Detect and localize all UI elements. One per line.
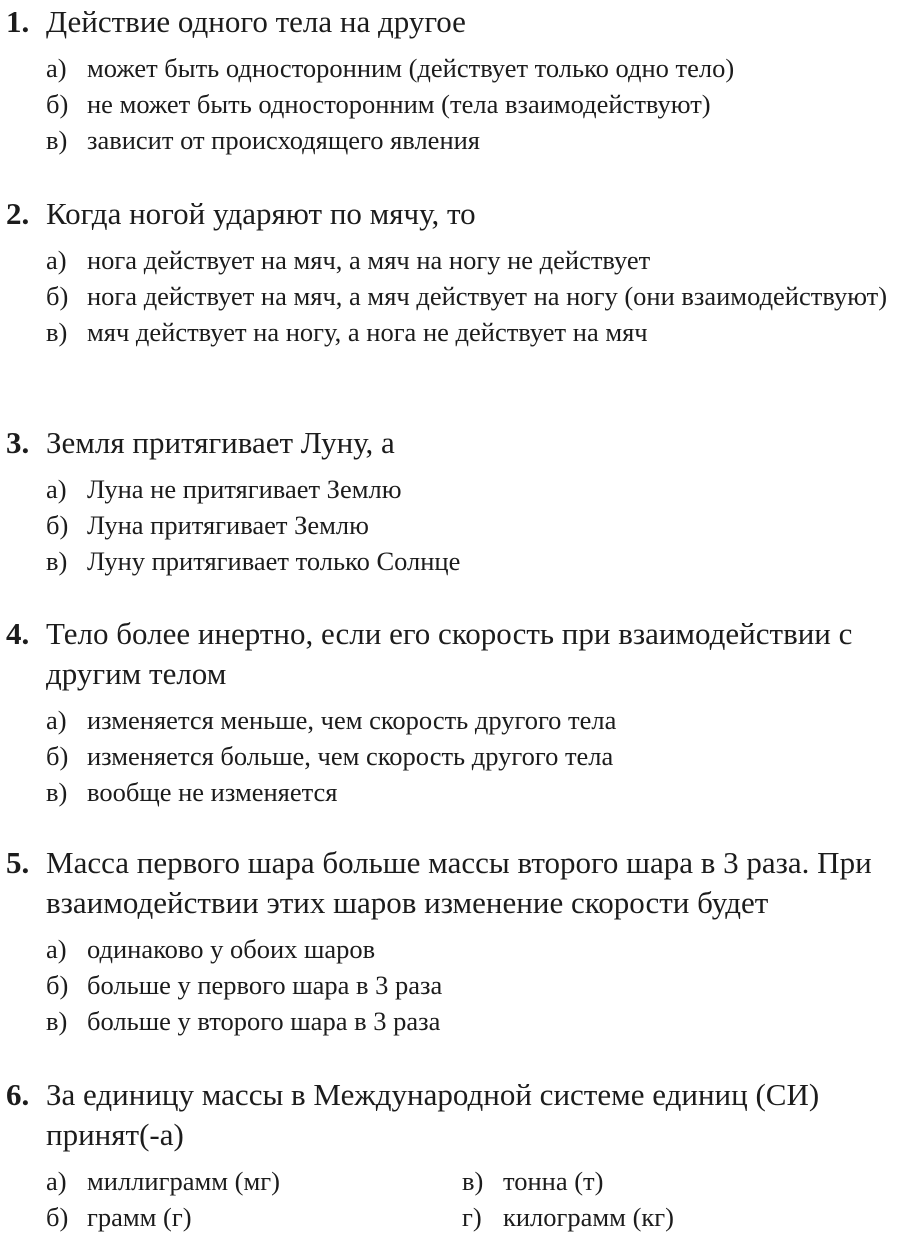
- option-a[interactable]: [46, 471, 905, 507]
- question-4: [0, 614, 905, 810]
- option-text: килограмм (кг): [503, 1202, 674, 1232]
- option-letter: б): [46, 970, 69, 1000]
- question-number: 5.: [6, 845, 30, 880]
- options-list: [0, 702, 905, 810]
- option-text: зависит от происходящего явления: [87, 125, 480, 155]
- question-5-heading: [0, 843, 905, 923]
- option-text: больше у первого шара в 3 раза: [87, 970, 443, 1000]
- option-text: вообще не изменяется: [87, 777, 338, 807]
- question-text: За единицу массы в Международной системе единиц (СИ) принят(-а): [46, 1077, 820, 1152]
- option-letter: в): [46, 1006, 68, 1036]
- option-a[interactable]: [46, 702, 905, 738]
- question-text: Масса первого шара больше массы второго шара в 3 раза. При взаимодействии этих шаров изменение скорости будет: [46, 845, 872, 920]
- option-b[interactable]: [46, 967, 905, 1003]
- option-c[interactable]: [46, 314, 905, 350]
- question-2-heading: [0, 194, 905, 234]
- option-g[interactable]: [462, 1199, 862, 1235]
- option-letter: б): [46, 89, 69, 119]
- option-text: не может быть односторонним (тела взаимодействуют): [87, 89, 711, 119]
- options-list: [0, 471, 905, 579]
- option-letter: б): [46, 281, 69, 311]
- option-text: изменяется меньше, чем скорость другого тела: [87, 705, 617, 735]
- option-b[interactable]: [46, 86, 905, 122]
- option-text: нога действует на мяч, а мяч действует на ногу (они взаимодействуют): [87, 281, 888, 311]
- option-letter: в): [46, 777, 68, 807]
- question-number: 3.: [6, 425, 30, 460]
- option-letter: б): [46, 741, 69, 771]
- option-b[interactable]: [46, 1199, 462, 1235]
- question-3-heading: [0, 423, 905, 463]
- options-list: [0, 242, 905, 350]
- options-grid: [0, 1163, 905, 1235]
- options-list: [0, 931, 905, 1039]
- option-text: одинаково у обоих шаров: [87, 934, 376, 964]
- option-letter: в): [462, 1166, 484, 1196]
- option-text: Луну притягивает только Солнце: [87, 546, 461, 576]
- option-c[interactable]: [46, 543, 905, 579]
- question-1: [0, 2, 905, 158]
- option-text: грамм (г): [87, 1202, 192, 1232]
- option-letter: в): [46, 546, 68, 576]
- option-b[interactable]: [46, 738, 905, 774]
- question-number: 2.: [6, 196, 30, 231]
- option-text: миллиграмм (мг): [87, 1166, 280, 1196]
- question-2: [0, 194, 905, 350]
- question-text: Когда ногой ударяют по мячу, то: [46, 196, 476, 231]
- question-number: 1.: [6, 4, 30, 39]
- option-letter: а): [46, 474, 67, 504]
- options-list: [0, 50, 905, 158]
- question-number: 6.: [6, 1077, 30, 1112]
- option-text: может быть односторонним (действует только одно тело): [87, 53, 735, 83]
- question-3: [0, 423, 905, 579]
- option-b[interactable]: [46, 507, 905, 543]
- option-a[interactable]: [46, 1163, 462, 1199]
- option-a[interactable]: [46, 931, 905, 967]
- question-1-heading: [0, 2, 905, 42]
- option-text: больше у второго шара в 3 раза: [87, 1006, 441, 1036]
- option-a[interactable]: [46, 242, 905, 278]
- option-letter: г): [462, 1202, 482, 1232]
- option-text: Луна притягивает Землю: [87, 510, 369, 540]
- option-b[interactable]: [46, 278, 905, 314]
- option-c[interactable]: [46, 122, 905, 158]
- question-number: 4.: [6, 616, 30, 651]
- option-v[interactable]: [462, 1163, 862, 1199]
- option-text: тонна (т): [503, 1166, 604, 1196]
- option-text: нога действует на мяч, а мяч на ногу не действует: [87, 245, 651, 275]
- option-letter: а): [46, 1166, 67, 1196]
- option-letter: б): [46, 1202, 69, 1232]
- option-letter: а): [46, 705, 67, 735]
- question-6-heading: [0, 1075, 905, 1155]
- option-letter: в): [46, 317, 68, 347]
- option-text: Луна не притягивает Землю: [87, 474, 402, 504]
- option-c[interactable]: [46, 1003, 905, 1039]
- option-letter: в): [46, 125, 68, 155]
- option-text: мяч действует на ногу, а нога не действует на мяч: [87, 317, 648, 347]
- option-c[interactable]: [46, 774, 905, 810]
- option-letter: а): [46, 934, 67, 964]
- question-4-heading: [0, 614, 905, 694]
- option-text: изменяется больше, чем скорость другого тела: [87, 741, 614, 771]
- option-letter: а): [46, 245, 67, 275]
- question-text: Действие одного тела на другое: [46, 4, 466, 39]
- option-letter: а): [46, 53, 67, 83]
- question-6: [0, 1075, 905, 1235]
- option-letter: б): [46, 510, 69, 540]
- option-a[interactable]: [46, 50, 905, 86]
- question-5: [0, 843, 905, 1039]
- question-text: Тело более инертно, если его скорость при взаимодействии с другим телом: [46, 616, 853, 691]
- question-text: Земля притягивает Луну, а: [46, 425, 395, 460]
